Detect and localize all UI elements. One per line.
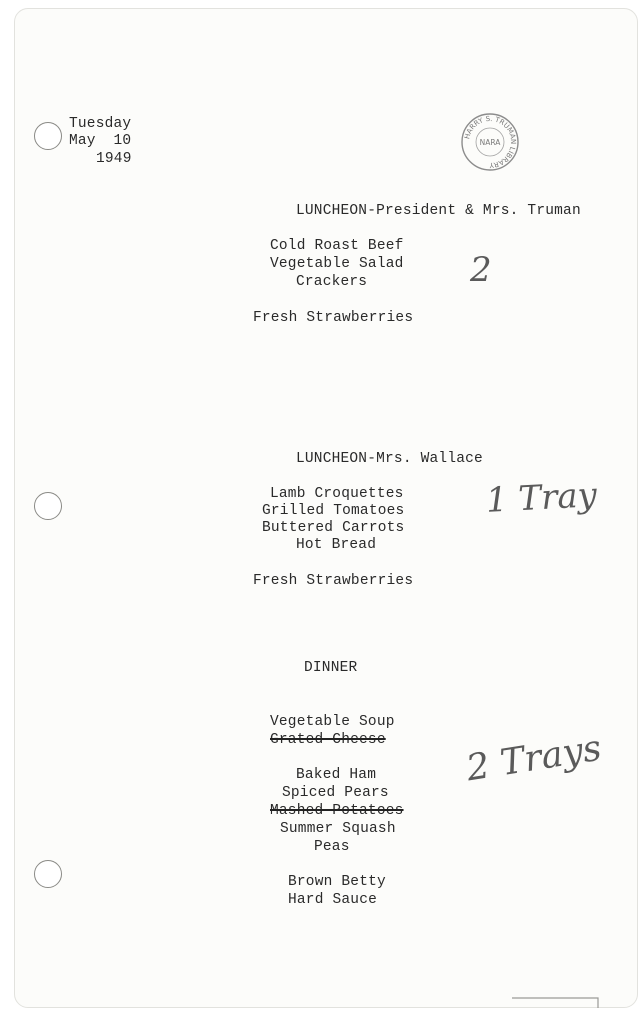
menu-item: Summer Squash — [280, 821, 396, 837]
menu-item: Hard Sauce — [288, 892, 378, 908]
punch-hole-bottom — [34, 860, 62, 888]
menu-item: Crackers — [296, 274, 368, 290]
menu-item: Buttered Carrots — [262, 520, 405, 536]
menu-dessert: Fresh Strawberries — [253, 573, 414, 589]
menu-item: Grilled Tomatoes — [262, 503, 405, 519]
library-stamp-icon — [460, 112, 520, 177]
punch-hole-middle — [34, 492, 62, 520]
menu-item: Hot Bread — [296, 537, 377, 553]
luncheon-president-heading: LUNCHEON-President & Mrs. Truman — [296, 203, 581, 219]
date-month-day: May 10 — [69, 133, 132, 149]
svg-text:HARRY S. TRUMAN LIBRARY: HARRY S. TRUMAN LIBRARY — [463, 114, 518, 170]
menu-item: Vegetable Soup — [270, 714, 395, 730]
punch-hole-top — [34, 122, 62, 150]
svg-text:NARA: NARA — [479, 138, 501, 147]
handwritten-note: 2 Trays — [463, 727, 605, 790]
menu-item-crossed-out: Grated Cheese — [270, 732, 386, 748]
date-weekday: Tuesday — [69, 116, 132, 132]
menu-dessert: Fresh Strawberries — [253, 310, 414, 326]
menu-item-crossed-out: Mashed Potatoes — [270, 803, 404, 819]
handwritten-note: 2 — [470, 250, 492, 290]
date-year: 1949 — [96, 151, 132, 167]
menu-item: Brown Betty — [288, 874, 386, 890]
menu-item: Peas — [314, 839, 350, 855]
menu-item: Cold Roast Beef — [270, 238, 404, 254]
handwritten-note: 1 Tray — [485, 475, 598, 521]
corner-mark — [510, 996, 600, 1015]
dinner-heading: DINNER — [304, 660, 358, 676]
luncheon-wallace-heading: LUNCHEON-Mrs. Wallace — [296, 451, 483, 467]
menu-item: Vegetable Salad — [270, 256, 404, 272]
menu-item: Lamb Croquettes — [270, 486, 404, 502]
menu-item: Baked Ham — [296, 767, 377, 783]
menu-item: Spiced Pears — [282, 785, 389, 801]
